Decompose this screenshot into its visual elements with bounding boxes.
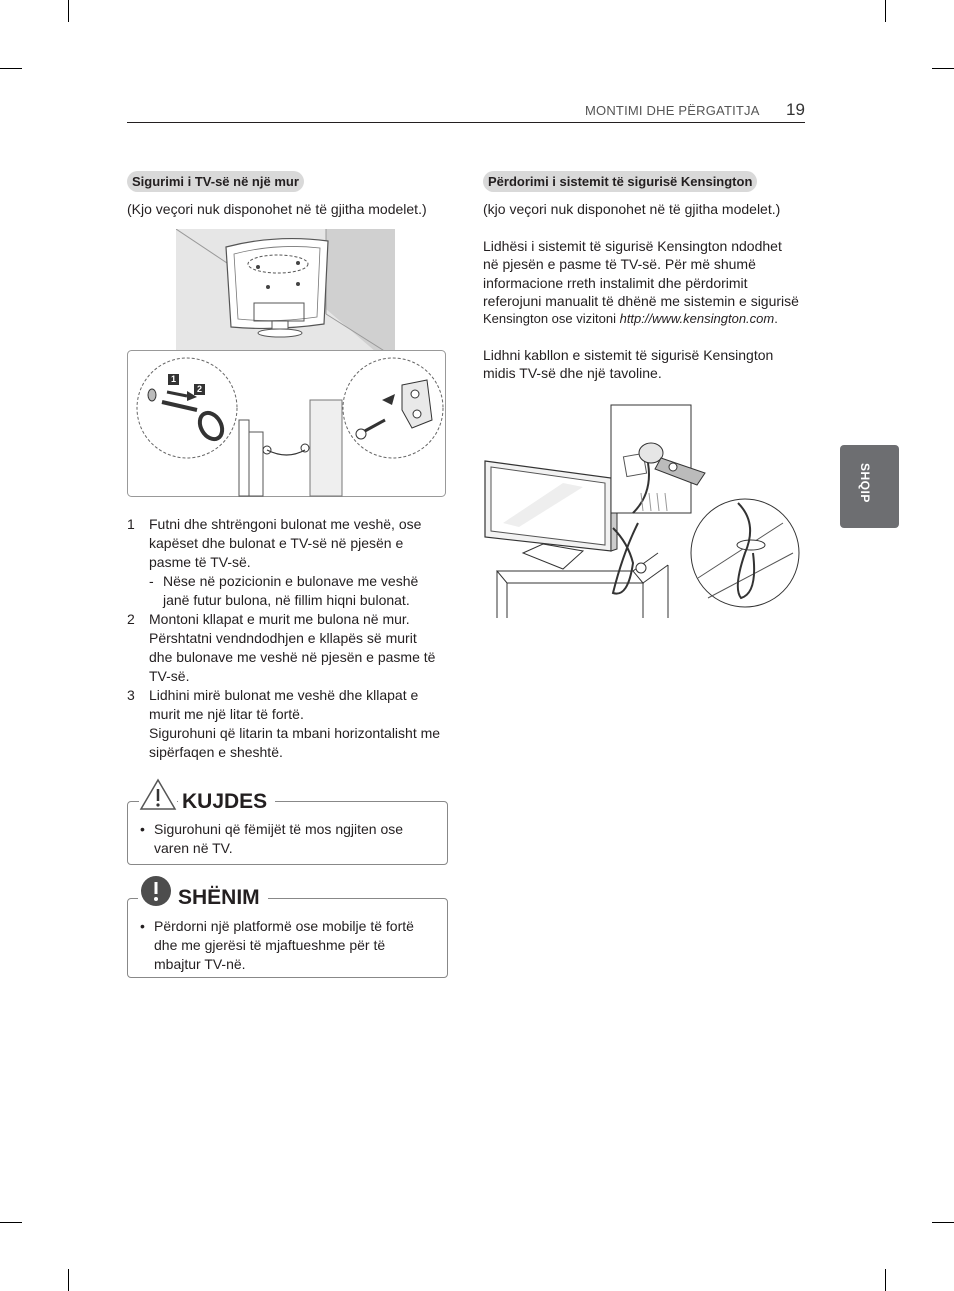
notice-line: Përdorni një platformë ose mobilje të fortë <box>154 918 414 934</box>
crop-mark <box>0 1222 22 1223</box>
language-tab[interactable] <box>840 445 899 528</box>
step-line: dhe bulonave me veshë në pjesën e pasme të <box>149 649 436 665</box>
info-line: në pjesën e pasme të TV-së. Për më shumë <box>483 256 756 273</box>
sub-step <box>149 572 421 610</box>
sub-step-line: janë futur bulona, në fillim hiqni bulonat. <box>163 592 410 608</box>
step-number: 1 <box>127 516 135 532</box>
warning-triangle-icon <box>139 778 177 812</box>
kensington-lock-illustration <box>483 403 803 618</box>
section-heading-kensington: Përdorimi i sistemit të sigurisë Kensington <box>483 171 757 192</box>
step-line: kapëset dhe bulonat e TV-së në pjesën e <box>149 535 404 551</box>
step-item <box>127 686 447 762</box>
bullet-mark: • <box>140 918 145 934</box>
figure-label-1: 1 <box>168 374 179 385</box>
caution-line: varen në TV. <box>154 840 233 856</box>
crop-mark <box>0 68 22 69</box>
crop-mark <box>885 0 886 22</box>
crop-mark <box>68 0 69 22</box>
crop-mark <box>932 1222 954 1223</box>
info-line: referojuni manualit të dhënë me sistemin e sigurisë <box>483 292 799 309</box>
step-line: pasme të TV-së. <box>149 554 251 570</box>
step-line: Përshtatni vendndodhjen e kllapës së murit <box>149 630 417 646</box>
bullet-mark: • <box>140 821 145 837</box>
notice-body <box>140 917 440 974</box>
info-line-end: . <box>774 311 778 327</box>
step-item <box>127 610 447 686</box>
step-line: murit me një litar të fortë. <box>149 706 304 722</box>
caution-line: Sigurohuni që fëmijët të mos ngjiten ose <box>154 821 404 837</box>
instruction-steps <box>127 515 447 762</box>
availability-note: (Kjo veçori nuk disponohet në të gjitha modelet.) <box>127 201 427 217</box>
exclamation-circle-icon <box>138 874 174 908</box>
section-title: MONTIMI DHE PËRGATITJA <box>585 103 760 118</box>
caution-body <box>140 820 440 858</box>
crop-mark <box>885 1269 886 1291</box>
kensington-link[interactable]: http://www.kensington.com <box>619 311 775 327</box>
header-rule <box>127 122 805 123</box>
tv-back-illustration <box>176 229 395 352</box>
step-number: 3 <box>127 687 135 703</box>
notice-title: SHËNIM <box>174 886 268 910</box>
step-line: TV-së. <box>149 668 190 684</box>
language-tab-label: SHQIP <box>858 463 872 503</box>
crop-mark <box>932 68 954 69</box>
kensington-instruction <box>483 346 823 383</box>
step-line: Sigurohuni që litarin ta mbani horizontalisht me <box>149 725 441 741</box>
caution-title: KUJDES <box>178 790 275 814</box>
page-number: 19 <box>786 100 805 119</box>
step-number: 2 <box>127 611 135 627</box>
kensington-info <box>483 237 823 328</box>
step-line: Lidhini mirë bulonat me veshë dhe kllapat e <box>149 687 419 703</box>
info-line: informacione rreth instalimit dhe përdorimit <box>483 274 748 291</box>
sub-step-line: Nëse në pozicionin e bulonave me veshë <box>163 573 419 589</box>
figure-label-2: 2 <box>194 384 205 395</box>
sub-step-dash: - <box>149 573 154 589</box>
info-line: Lidhësi i sistemit të sigurisë Kensington ndodhet <box>483 238 782 254</box>
info-line: Kensington ose vizitoni <box>483 311 620 327</box>
step-line: sipërfaqen e sheshtë. <box>149 744 283 760</box>
step-item <box>127 515 447 610</box>
instruction-line: Lidhni kabllon e sistemit të sigurisë Kensington <box>483 347 774 363</box>
availability-note: (kjo veçori nuk disponohet në të gjitha modelet.) <box>483 201 781 217</box>
instruction-line: midis TV-së dhe një tavoline. <box>483 365 662 382</box>
step-line: Montoni kllapat e murit me bulona në mur. <box>149 611 410 627</box>
crop-mark <box>68 1269 69 1291</box>
notice-line: mbajtur TV-në. <box>154 956 246 972</box>
wall-bracket-illustration <box>127 350 447 498</box>
step-line: Futni dhe shtrëngoni bulonat me veshë, ose <box>149 516 422 532</box>
section-heading-wall-mount: Sigurimi i TV-së në një mur <box>127 171 304 192</box>
notice-line: dhe me gjerësi të mjaftueshme për të <box>154 937 386 953</box>
